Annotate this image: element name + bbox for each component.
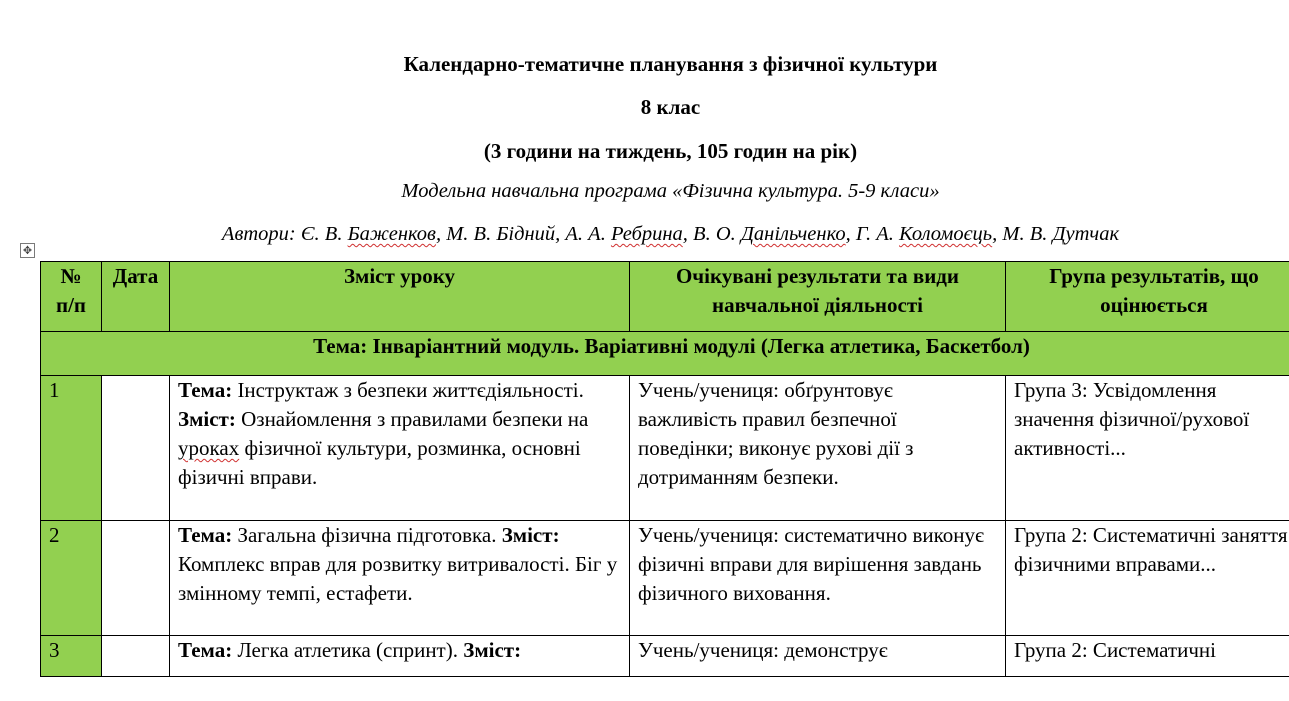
authors-mid2: , В. О.	[682, 223, 736, 245]
authors-mid: , М. В. Бідний, А. А.	[435, 223, 606, 245]
row-date[interactable]	[102, 376, 170, 521]
table-row	[41, 521, 1289, 636]
row-number: 1	[41, 376, 102, 521]
col-header-date: Дата	[102, 262, 170, 332]
content-label: Зміст:	[463, 638, 522, 662]
row-number: 3	[41, 636, 102, 677]
row-group: Група 3: Усвідомлення значення фізичної/рухової активності...	[1006, 376, 1289, 521]
table-row	[41, 376, 1289, 521]
col-header-results: Очікувані результати та види навчальної діяльності	[630, 262, 1006, 332]
section-theme: Тема: Інваріантний модуль. Варіативні модулі (Легка атлетика, Баскетбол)	[41, 332, 1289, 376]
row-results: Учень/учениця: демонструє	[630, 636, 1006, 677]
authors-prefix: Автори: Є. В.	[221, 223, 343, 245]
row-topic: Загальна фізична підготовка.	[237, 523, 497, 547]
row-date[interactable]	[102, 636, 170, 677]
grade-label: 8 клас	[640, 95, 701, 119]
content-label: Зміст:	[178, 407, 236, 431]
hours-label: (3 години на тиждень, 105 годин на рік)	[483, 139, 858, 163]
row-topic: Легка атлетика (спринт).	[237, 638, 458, 662]
author-surname-spellcheck: Ребрина	[610, 223, 683, 245]
col-header-group: Група результатів, що оцінюється	[1006, 262, 1289, 332]
row-content	[170, 376, 630, 521]
row-content	[170, 521, 630, 636]
section-theme-row	[41, 332, 1289, 376]
planning-table	[40, 261, 1289, 677]
spellcheck-flagged-word: уроках	[178, 436, 240, 460]
row-topic: Інструктаж з безпеки життєдіяльності.	[237, 378, 584, 402]
row-results: Учень/учениця: систематично виконує фізичні вправи для вирішення завдань фізичного виховання.	[630, 521, 1006, 636]
authors-mid3: , Г. А.	[845, 223, 894, 245]
row-number: 2	[41, 521, 102, 636]
topic-label: Тема:	[178, 378, 233, 402]
topic-label: Тема:	[178, 638, 233, 662]
col-header-num: № п/п	[41, 262, 102, 332]
row-content-text: Комплекс вправ для розвитку витривалості. Біг у змінному темпі, естафети.	[178, 552, 618, 605]
row-content	[170, 636, 630, 677]
table-header-row	[41, 262, 1289, 332]
row-content-text: Ознайомлення з правилами безпеки на	[241, 407, 589, 431]
col-header-content: Зміст уроку	[170, 262, 630, 332]
program-label: Модельна навчальна програма «Фізична культура. 5-9 класи»	[401, 180, 940, 202]
topic-label: Тема:	[178, 523, 233, 547]
table-move-handle-icon[interactable]: ✥	[20, 243, 35, 258]
row-results: Учень/учениця: обґрунтовує важливість правил безпечної поведінки; виконує рухові дії з дотриманням безпеки.	[630, 376, 1006, 521]
document-title: Календарно-тематичне планування з фізичної культури	[403, 52, 938, 76]
row-content-text-end: фізичної культури, розминка, основні фізичні вправи.	[178, 436, 581, 489]
content-label: Зміст:	[501, 523, 560, 547]
author-surname-spellcheck: Данільченко	[740, 223, 846, 245]
authors-suffix: , М. В. Дутчак	[992, 223, 1120, 245]
row-group: Група 2: Систематичні	[1006, 636, 1289, 677]
row-group: Група 2: Систематичні заняття фізичними вправами...	[1006, 521, 1289, 636]
table-row	[41, 636, 1289, 677]
author-surname-spellcheck: Баженков	[347, 223, 436, 245]
author-surname-spellcheck: Коломоєць	[899, 223, 993, 245]
authors-line	[0, 223, 1289, 246]
row-date[interactable]	[102, 521, 170, 636]
